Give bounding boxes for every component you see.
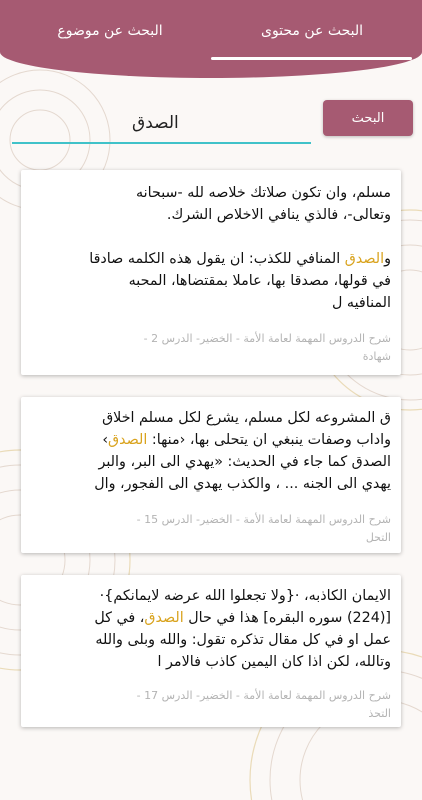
highlighted-term: الصدق	[344, 251, 385, 267]
search-input-value: الصدق	[132, 113, 179, 133]
result-source: شرح الدروس المهمة لعامة الأمة - الخضير- الدرس 17 - التحذ	[136, 689, 391, 720]
top-tab-bar	[0, 0, 422, 78]
result-card[interactable]	[21, 397, 401, 553]
highlighted-term: الصدق	[144, 610, 184, 626]
result-card[interactable]	[21, 170, 401, 375]
tab-topic-search[interactable]: البحث عن موضوع	[57, 23, 163, 39]
snippet-text: المنافي للكذب: ان يقول هذه الكلمه صادقا في قولها، مصدقا بها، عاملا بمقتضاها، المحبه المنافيه ل	[89, 251, 391, 311]
result-source: شرح الدروس المهمة لعامة الأمة - الخضير- الدرس 15 - التحل	[136, 513, 391, 544]
result-snippet	[31, 407, 391, 495]
result-snippet	[31, 585, 391, 673]
highlighted-term: الصدق	[108, 432, 148, 448]
result-snippet	[31, 182, 391, 314]
result-card[interactable]	[21, 575, 401, 727]
result-source: شرح الدروس المهمة لعامة الأمة - الخضير- الدرس 2 - شهادة	[143, 332, 391, 363]
snippet-text: الايمان الكاذبه، ·{ولا تجعلوا الله عرضه لايمانكم}· [(224) سوره البقره] هذا في حال	[99, 588, 391, 626]
search-button[interactable]: البحث	[323, 100, 413, 136]
active-tab-indicator	[211, 57, 412, 60]
search-input[interactable]	[12, 108, 311, 144]
snippet-text: › الصدق كما جاء في الحديث: «يهدي الى البر، والبر يهدي الى الجنه ... ، والكذب يهدي الى الفجور، وال	[94, 432, 391, 492]
snippet-text: و	[384, 251, 391, 267]
tab-content-search[interactable]: البحث عن محتوى	[260, 23, 364, 39]
snippet-text: ، في كل عمل او في كل مقال تذكره تقول: والله وبلى والله وتالله، لكن اذا كان اليمين كاذب فالامر ا	[94, 610, 391, 670]
snippet-text: ق المشروعه لكل مسلم، يشرع لكل مسلم اخلاق واداب وصفات ينبغي ان يتحلى بها، ‹منها:	[102, 410, 391, 448]
snippet-text: مسلم، وان تكون صلاتك خلاصه لله -سبحانه وتعالى-، فالذي ينافي الاخلاص الشرك.	[136, 185, 391, 223]
